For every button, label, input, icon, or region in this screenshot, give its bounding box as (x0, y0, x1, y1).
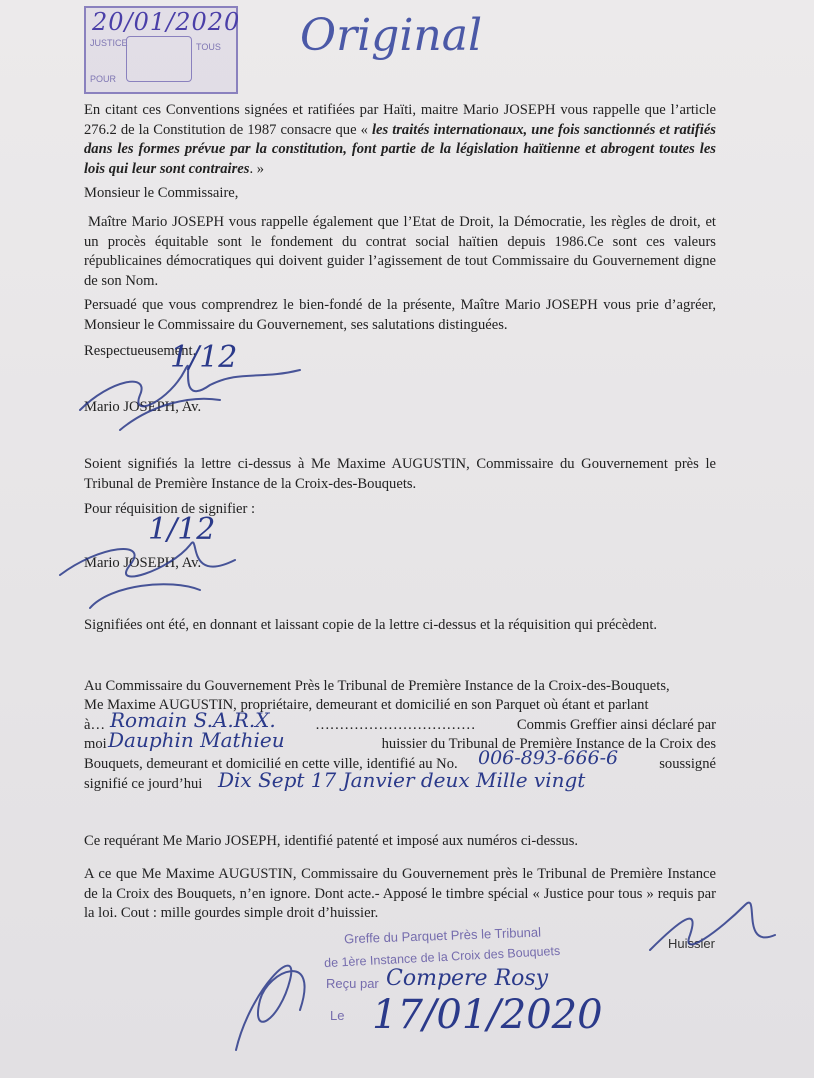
signatory-name-2: Mario JOSEPH, Av. (84, 555, 202, 571)
initials-mark: 1/12 (170, 340, 238, 375)
receipt-stamp-line-1: Greffe du Parquet Près le Tribunal (343, 924, 542, 947)
signature-2b (90, 584, 200, 608)
closing-word: Respectueusement. (84, 343, 197, 359)
paragraph-requerant: Ce requérant Me Mario JOSEPH, identifié patenté et imposé aux numéros ci-dessus. (84, 833, 579, 849)
paragraph-closing-request: Persuadé que vous comprendrez le bien-fondé de la présente, Maître Mario JOSEPH vous prie d’agréer, Monsieur le Commissaire du Gouvernement, ses salutations distinguées. (84, 297, 716, 333)
original-mark: Original (300, 10, 483, 61)
requisition-line: Pour réquisition de signifier : (84, 501, 256, 517)
signature-1 (80, 366, 300, 410)
paragraph-final-act: A ce que Me Maxime AUGUSTIN, Commissaire du Gouvernement près le Tribunal de Première Instance de la Croix des Bouquets, n’en ignore. Dont acte.- Apposé le timbre spécial « Justice pour tous » requis par la loi. Cout : mille gourdes simple droit d’huissier. (84, 866, 716, 921)
service-line-1: Au Commissaire du Gouvernement Près le Tribunal de Première Instance de la Croix-des-Bouquets, (84, 678, 670, 694)
stamp-date: 20/01/2020 (92, 8, 241, 36)
service-line-6: signifié ce jourd’hui (84, 776, 203, 792)
date-handwritten: Dix Sept 17 Janvier deux Mille vingt (218, 768, 586, 792)
signature-3 (236, 966, 305, 1050)
service-line-5: Bouquets, demeurant et domicilié en cette ville, identifié au No. soussigné (84, 756, 716, 772)
service-line-3: à… …………………………… Commis Greffier ainsi déclaré par (84, 717, 716, 733)
receipt-stamp-line-2: de 1ère Instance de la Croix des Bouquets (323, 943, 561, 971)
signatory-name: Mario JOSEPH, Av. (84, 399, 202, 415)
paragraph-served: Signifiées ont été, en donnant et laissant copie de la lettre ci-dessus et la réquisition qui précèdent. (84, 617, 658, 633)
stamp-label-bottom: POUR (90, 74, 117, 84)
receipt-stamp-line-4: Le (330, 1008, 345, 1023)
huissier-label: Huissier (668, 936, 715, 951)
signature-1b (120, 399, 220, 430)
paragraph-signification: Soient signifiés la lettre ci-dessus à Me Maxime AUGUSTIN, Commissaire du Gouvernement près le Tribunal de Première Instance de la Croix-des-Bouquets. (84, 456, 716, 492)
service-line-2: Me Maxime AUGUSTIN, propriétaire, demeurant et domicilié en son Parquet où étant et parlant (84, 697, 649, 713)
paragraph-rule-of-law: Maître Mario JOSEPH vous rappelle également que l’Etat de Droit, la Démocratie, les règles de droit, et un procès équitable sont le fondement du contrat social haïtien depuis 1986.Ce sont ces valeurs républicaines démocratiques qui doivent guider l’agissement de tout Commissaire du Gouvernement digne de son Nom. (84, 214, 716, 289)
received-date-handwritten: 17/01/2020 (372, 992, 603, 1038)
received-by-handwritten: Compere Rosy (386, 966, 549, 991)
paragraph-constitution: En citant ces Conventions signées et ratifiées par Haïti, maitre Mario JOSEPH vous rappelle que l’article 276.2 de la Constitution de 1987 consacre que « les traités internationaux, une fois sanctionnés et ratifiés dans les formes prévue par la constitution, font partie de la législation haïtienne et abrogent toutes les lois qui leur sont contraires. » (84, 102, 716, 177)
signature-4 (650, 903, 775, 950)
stamp-label-right: TOUS (196, 42, 221, 52)
service-line-4: moi huissier du Tribunal de Première Instance de la Croix des (84, 736, 716, 752)
signature-2 (60, 542, 235, 576)
initials-mark-2: 1/12 (148, 512, 216, 547)
stamp-label-left: JUSTICE (90, 38, 128, 48)
addressee-handwritten: Romain S.A.R.X. (110, 708, 276, 732)
id-number-handwritten: 006-893-666-6 (478, 747, 619, 769)
salutation: Monsieur le Commissaire, (84, 185, 239, 201)
huissier-name-handwritten: Dauphin Mathieu (108, 728, 285, 752)
receipt-stamp-line-3: Reçu par (326, 976, 379, 991)
